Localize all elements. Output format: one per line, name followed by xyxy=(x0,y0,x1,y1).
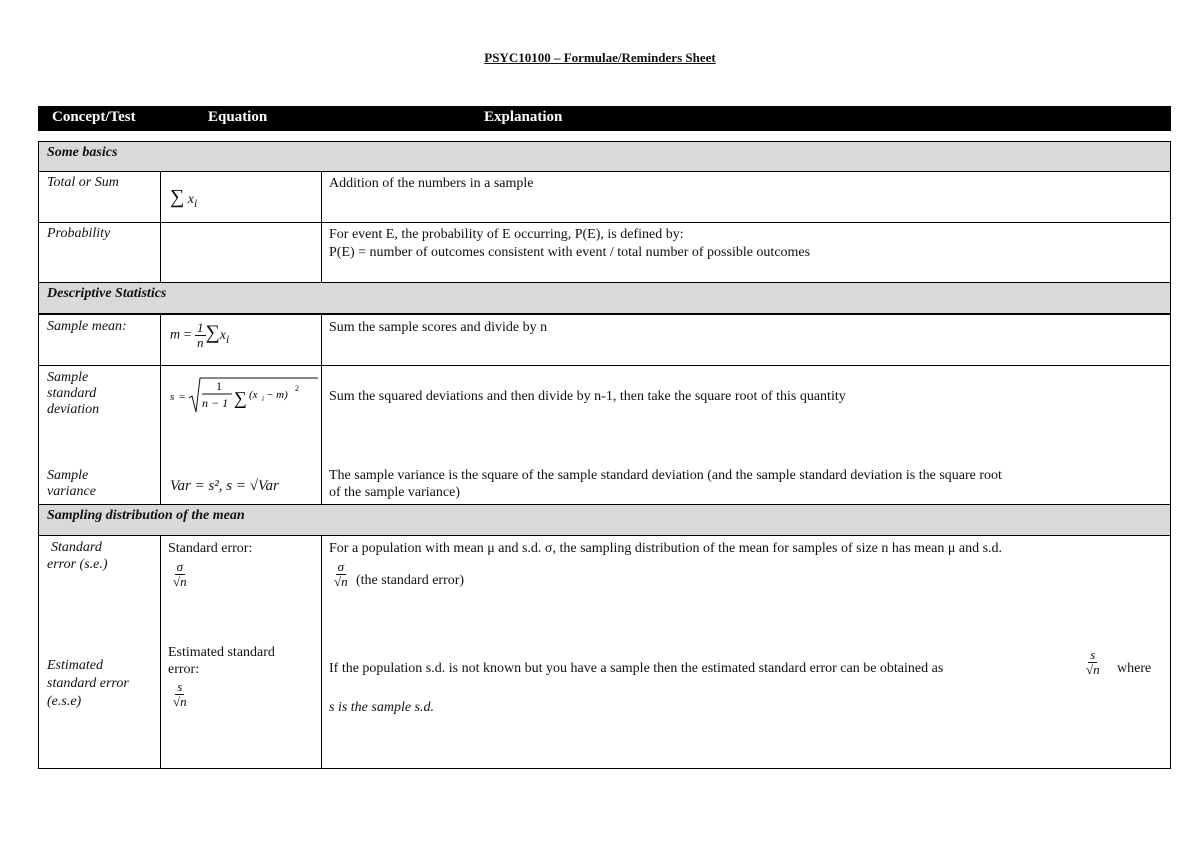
svg-text:=: = xyxy=(179,391,186,403)
explanation-text: P(E) = number of outcomes consistent with event / total number of possible outcomes xyxy=(329,245,811,260)
concept-label: (e.s.e) xyxy=(47,694,82,709)
equation-label: Standard error: xyxy=(168,541,253,556)
svg-text:n − 1: n − 1 xyxy=(202,396,229,410)
probability-equation-cell xyxy=(160,222,322,283)
explanation-text: Sum the squared deviations and then divide by n-1, then take the square root of this quantity xyxy=(329,389,846,404)
svg-text:s: s xyxy=(170,391,175,403)
explanation-text: of the sample variance) xyxy=(329,485,460,500)
svg-text:− m): − m) xyxy=(266,389,288,401)
concept-label: Sample xyxy=(47,468,89,483)
svg-text:i: i xyxy=(262,395,264,403)
total-concept-cell xyxy=(38,171,161,223)
sd-variance-concept-cell xyxy=(38,365,161,505)
concept-label: standard xyxy=(47,386,97,401)
probability-explanation-cell xyxy=(321,222,1171,283)
probability-concept-cell xyxy=(38,222,161,283)
mean-concept-cell xyxy=(38,314,161,366)
se-equation-cell xyxy=(160,535,322,769)
explanation-text: For event E, the probability of E occurring, P(E), is defined by: xyxy=(329,227,684,242)
concept-label: error (s.e.) xyxy=(47,557,108,572)
concept-label: Probability xyxy=(47,226,111,241)
concept-label: Total or Sum xyxy=(47,175,119,190)
mean-equation: m = $\frac{1}{n}$ $\sum x_i$ xyxy=(170,320,230,350)
se-inline-formula: $\frac{\sigma}{√n}$ xyxy=(334,559,348,589)
explanation-text: For a population with mean μ and s.d. σ, the sampling distribution of the mean for samples of size n has mean μ and s.d. xyxy=(329,541,1003,556)
explanation-text: Sum the sample scores and divide by n xyxy=(329,320,548,335)
explanation-text: s is the sample s.d. xyxy=(329,700,434,715)
equation-label: error: xyxy=(168,662,200,677)
sd-variance-equation-cell xyxy=(160,365,322,505)
concept-label: standard error xyxy=(47,676,129,691)
svg-text:1: 1 xyxy=(216,379,222,393)
se-explanation-cell xyxy=(321,535,1171,769)
explanation-text: If the population s.d. is not known but you have a sample then the estimated standard error can be obtained as xyxy=(329,661,944,676)
sd-formula-graphic xyxy=(170,374,320,418)
formulae-table xyxy=(38,106,1171,769)
sd-variance-explanation-cell xyxy=(321,365,1171,505)
section-label: Some basics xyxy=(47,145,118,160)
svg-text:2: 2 xyxy=(295,384,299,393)
page-title: PSYC10100 – Formulae/Reminders Sheet xyxy=(484,50,716,65)
concept-label: Sample mean: xyxy=(47,319,127,334)
section-label: Descriptive Statistics xyxy=(47,286,167,301)
sd-equation xyxy=(170,374,320,423)
header-equation: Equation xyxy=(208,109,268,125)
svg-text:(x: (x xyxy=(249,389,258,401)
se-formula: $\frac{\sigma}{√n}$ xyxy=(173,559,187,589)
mean-explanation-cell xyxy=(321,314,1171,366)
equation-label: Estimated standard xyxy=(168,645,275,660)
section-descriptive-statistics xyxy=(38,282,1171,314)
section-label: Sampling distribution of the mean xyxy=(47,508,245,523)
header-concept: Concept/Test xyxy=(52,109,136,125)
ese-formula: $\frac{s}{√n}$ xyxy=(173,679,187,709)
total-explanation-cell xyxy=(321,171,1171,223)
table-header xyxy=(38,106,1171,131)
explanation-text: where xyxy=(1117,661,1152,676)
explanation-text: The sample variance is the square of the sample standard deviation (and the sample standard deviation is the square root xyxy=(329,468,1002,483)
concept-label: deviation xyxy=(47,402,100,417)
ese-inline-formula: $\frac{s}{√n}$ xyxy=(1086,647,1100,677)
total-equation-cell xyxy=(160,171,322,223)
variance-equation: Var = s², s = √Var xyxy=(170,478,279,494)
concept-label: Sample xyxy=(47,370,89,385)
explanation-text: (the standard error) xyxy=(356,573,465,588)
mean-equation-cell xyxy=(160,314,322,366)
section-some-basics xyxy=(38,141,1171,172)
concept-label: Standard xyxy=(51,540,102,555)
sum-equation: ∑ $x_i$ xyxy=(170,186,198,210)
section-sampling-distribution xyxy=(38,504,1171,536)
se-concept-cell xyxy=(38,535,161,769)
explanation-text: Addition of the numbers in a sample xyxy=(329,176,534,191)
concept-label: Estimated xyxy=(47,658,103,673)
svg-text:∑: ∑ xyxy=(234,388,247,408)
header-explanation: Explanation xyxy=(484,109,563,125)
concept-label: variance xyxy=(47,484,96,499)
